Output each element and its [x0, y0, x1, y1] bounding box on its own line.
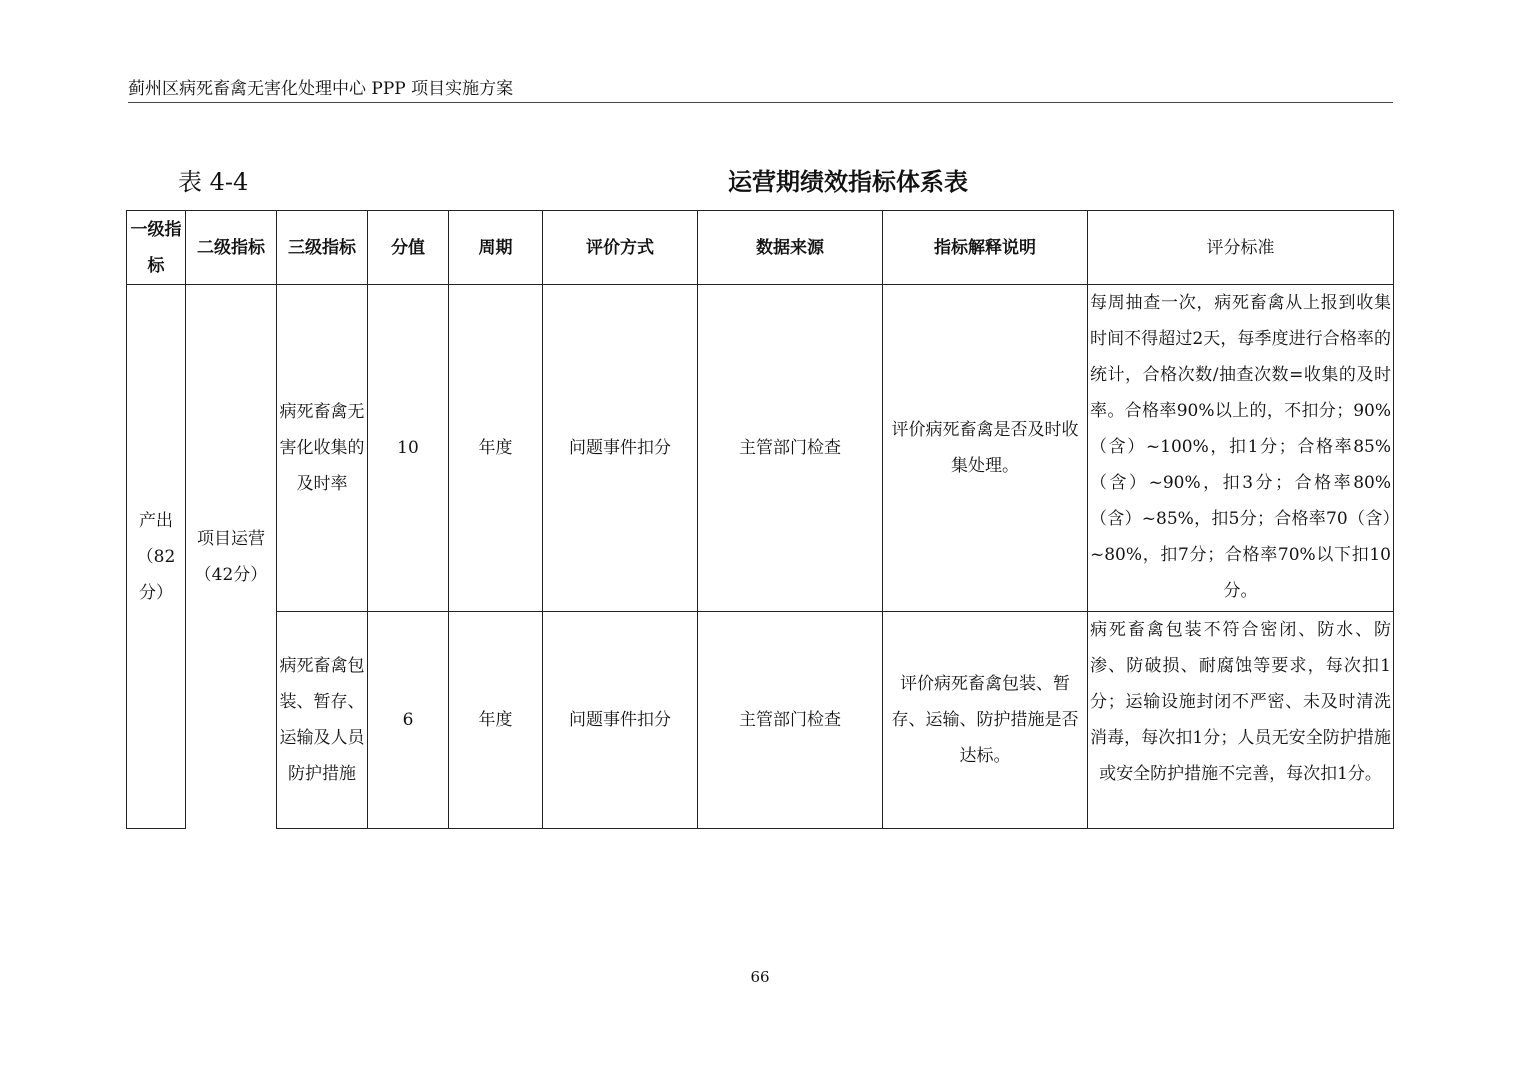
explanation-cell: 评价病死畜禽是否及时收集处理。	[883, 285, 1088, 612]
header-method: 评价方式	[543, 211, 698, 285]
table-number: 表 4-4	[178, 168, 249, 196]
level3-cell: 病死畜禽无害化收集的及时率	[277, 285, 368, 612]
table-row	[127, 612, 1394, 829]
period-cell: 年度	[449, 285, 543, 612]
method-cell: 问题事件扣分	[543, 285, 698, 612]
period-cell: 年度	[449, 612, 543, 829]
criteria-cell: 每周抽查一次，病死畜禽从上报到收集时间不得超过2天，每季度进行合格率的统计，合格次数/抽查次数=收集的及时率。合格率90%以上的，不扣分；90%（含）~100%，扣1分；合格率85%（含）~90%，扣3分；合格率80%（含）~85%，扣5分；合格率70（含）~80%，扣7分；合格率70%以下扣10分。	[1088, 285, 1394, 612]
header-source: 数据来源	[698, 211, 883, 285]
level3-cell: 病死畜禽包装、暂存、运输及人员防护措施	[277, 612, 368, 829]
header-explanation: 指标解释说明	[883, 211, 1088, 285]
header-level1: 一级指标	[127, 211, 186, 285]
header-level2: 二级指标	[186, 211, 277, 285]
level1-cell: 产出（82分）	[127, 285, 186, 829]
criteria-cell: 病死畜禽包装不符合密闭、防水、防渗、防破损、耐腐蚀等要求，每次扣1分；运输设施封闭不严密、未及时清洗消毒，每次扣1分；人员无安全防护措施或安全防护措施不完善，每次扣1分。	[1088, 612, 1394, 829]
level2-cell: 项目运营（42分）	[186, 285, 277, 829]
method-cell: 问题事件扣分	[543, 612, 698, 829]
performance-indicator-table	[126, 210, 1394, 829]
table-title: 运营期绩效指标体系表	[728, 167, 968, 196]
header-criteria: 评分标准	[1088, 211, 1394, 285]
score-cell: 10	[368, 285, 449, 612]
table-header-row	[127, 211, 1394, 285]
page-header: 蓟州区病死畜禽无害化处理中心 PPP 项目实施方案	[128, 76, 1393, 103]
header-score: 分值	[368, 211, 449, 285]
explanation-cell: 评价病死畜禽包装、暂存、运输、防护措施是否达标。	[883, 612, 1088, 829]
header-level3: 三级指标	[277, 211, 368, 285]
table-row	[127, 285, 1394, 612]
header-period: 周期	[449, 211, 543, 285]
score-cell: 6	[368, 612, 449, 829]
page-number: 66	[750, 968, 770, 986]
source-cell: 主管部门检查	[698, 612, 883, 829]
source-cell: 主管部门检查	[698, 285, 883, 612]
